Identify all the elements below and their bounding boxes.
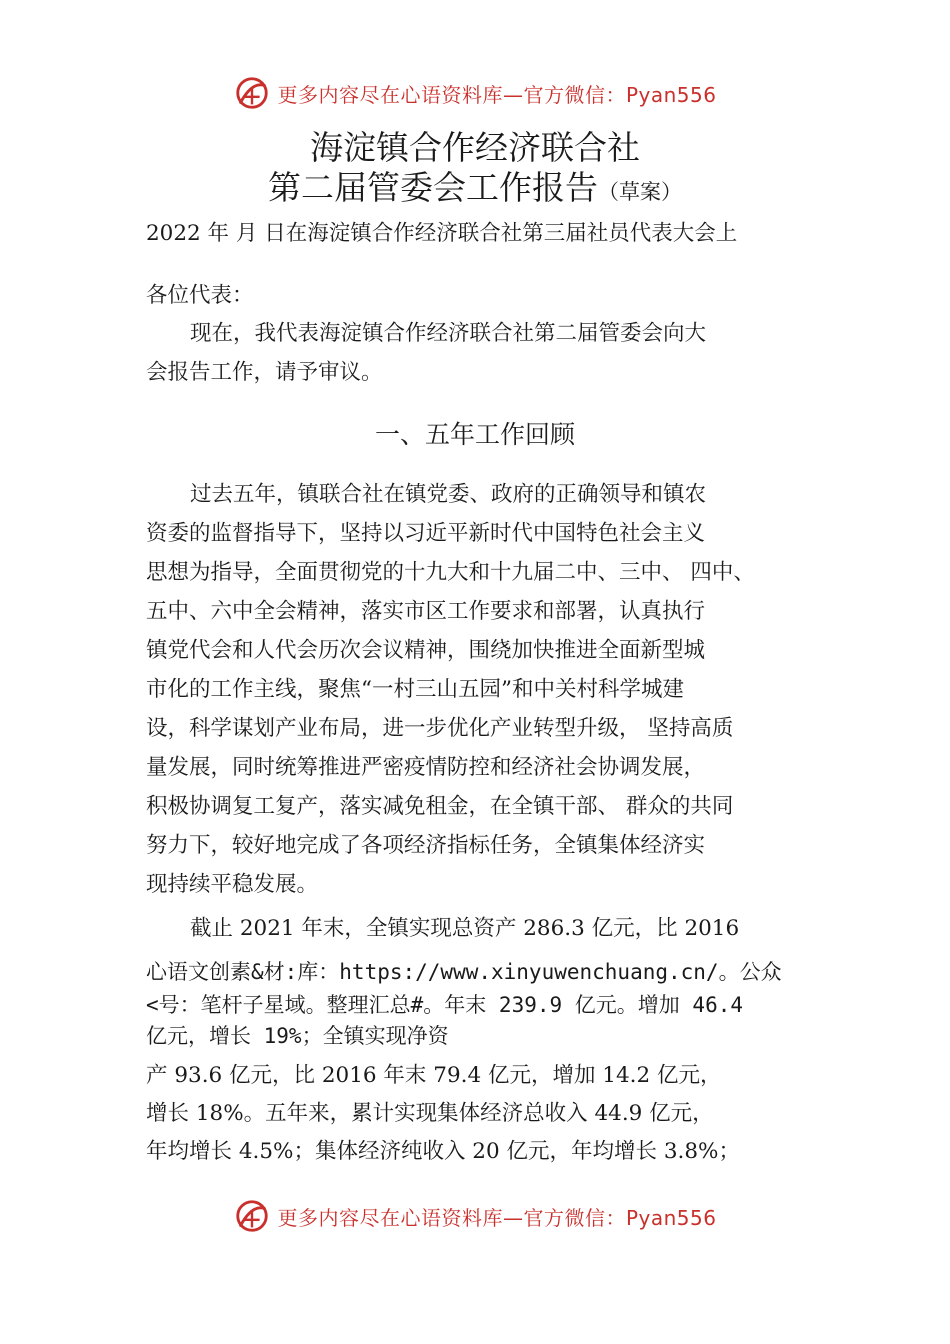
dateline: 2022 年 月 日在海淀镇合作经济联合社第三届社员代表大会上 xyxy=(146,221,738,246)
para2-line-1: 截止 2021 年末，全镇实现总资产 286.3 亿元，比 2016 xyxy=(190,916,740,941)
para2-line: 年均增长 4.5%；集体经济纯收入 20 亿元，年均增长 3.8%； xyxy=(146,1139,740,1164)
inserted-source-line: <号：笔杆子星域。整理汇总#。年末 239.9 亿元。增加 46.4 xyxy=(146,993,744,1017)
watermark-text: 更多内容尽在心语资料库—官方微信：Pyan556 xyxy=(277,1205,717,1230)
draft-note: （草案） xyxy=(598,180,682,204)
document-title-line-2 xyxy=(0,168,950,212)
para2-line: 产 93.6 亿元，比 2016 年末 79.4 亿元，增加 14.2 亿元， xyxy=(146,1063,722,1088)
para1-line: 过去五年，镇联合社在镇党委、政府的正确领导和镇农 xyxy=(190,482,707,507)
inserted-source-line: 亿元，增长 19%；全镇实现净资 xyxy=(146,1024,449,1048)
para1-line: 五中、六中全会精神，落实市区工作要求和部署，认真执行 xyxy=(146,599,706,624)
intro-line-1: 现在，我代表海淀镇合作经济联合社第二届管委会向大 xyxy=(190,321,707,346)
seal-logo-icon xyxy=(233,1197,271,1235)
watermark-text: 更多内容尽在心语资料库—官方微信：Pyan556 xyxy=(277,82,717,107)
header-watermark-banner xyxy=(0,73,950,113)
para1-line: 现持续平稳发展。 xyxy=(146,872,319,897)
para1-line: 努力下，较好地完成了各项经济指标任务，全镇集体经济实 xyxy=(146,833,706,858)
inserted-source-line: 心语文创素&材:库：https://www.xinyuwenchuang.cn/。公众 xyxy=(146,960,782,984)
section-heading-review: 一、五年工作回顾 xyxy=(374,420,575,449)
document-title-main: 第二届管委会工作报告 xyxy=(268,168,598,207)
footer-watermark-banner xyxy=(0,1196,950,1236)
para1-line: 市化的工作主线，聚焦“一村三山五园”和中关村科学城建 xyxy=(146,677,684,702)
document-title-line-1: 海淀镇合作经济联合社 xyxy=(310,128,640,167)
para1-line: 设，科学谋划产业布局，进一步优化产业转型升级， 坚持高质 xyxy=(146,716,734,741)
para1-line: 镇党代会和人代会历次会议精神，围绕加快推进全面新型城 xyxy=(146,638,706,663)
para1-line: 量发展，同时统筹推进严密疫情防控和经济社会协调发展， xyxy=(146,755,706,780)
para1-line: 思想为指导，全面贯彻党的十九大和十九届二中、三中、 四中、 xyxy=(146,560,755,585)
para2-line: 增长 18%。五年来，累计实现集体经济总收入 44.9 亿元， xyxy=(146,1101,714,1126)
para1-line: 积极协调复工复产，落实减免租金，在全镇干部、 群众的共同 xyxy=(146,794,734,819)
seal-logo-icon xyxy=(233,74,271,112)
intro-line-2: 会报告工作，请予审议。 xyxy=(146,360,383,385)
para1-line: 资委的监督指导下，坚持以习近平新时代中国特色社会主义 xyxy=(146,521,706,546)
salutation: 各位代表： xyxy=(146,283,254,308)
